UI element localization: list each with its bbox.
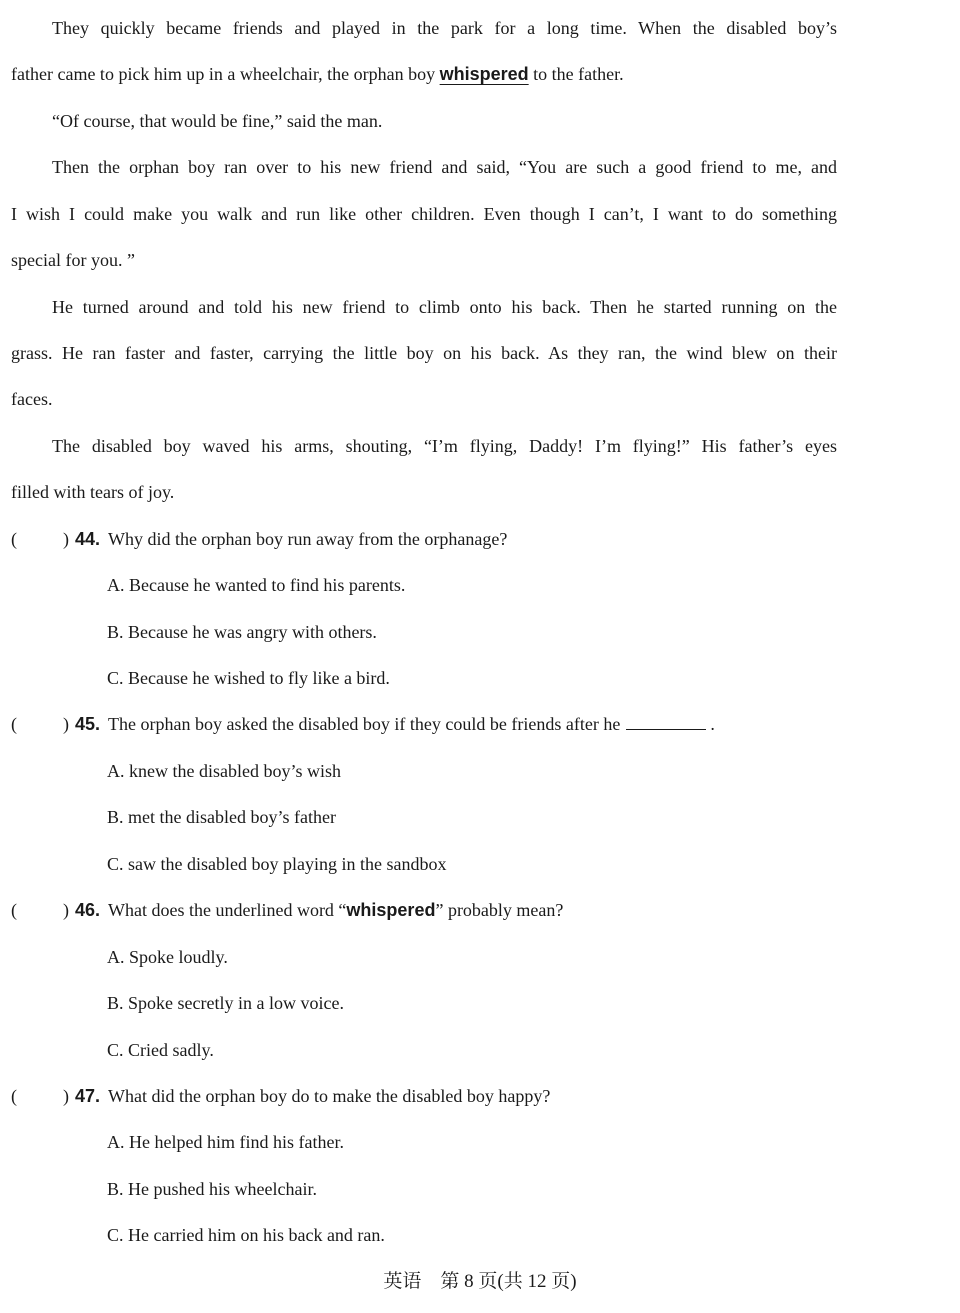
answer-blank	[626, 713, 706, 730]
answer-paren-open: (	[11, 529, 17, 549]
passage-line: He turned around and told his new friend to climb onto his back. Then he started running on the	[52, 297, 837, 317]
option-b: B. Because he was angry with others.	[107, 622, 377, 642]
passage-line	[11, 62, 624, 86]
passage-text: to the father.	[528, 64, 624, 84]
underlined-word: whispered	[439, 64, 529, 84]
answer-paren-open: (	[11, 1086, 17, 1106]
passage-text: father came to pick him up in a wheelchair, the orphan boy	[11, 64, 440, 84]
option-c: C. saw the disabled boy playing in the sandbox	[107, 854, 447, 874]
passage-line: I wish I could make you walk and run like other children. Even though I can’t, I want to do something	[11, 204, 837, 224]
question-text	[108, 712, 715, 736]
option-a: A. Because he wanted to find his parents.	[107, 575, 406, 595]
option-b: B. met the disabled boy’s father	[107, 807, 336, 827]
answer-paren-open: (	[11, 714, 17, 734]
passage-line: They quickly became friends and played in the park for a long time. When the disabled boy’s	[52, 18, 837, 38]
page-footer: 英语 第 8 页(共 12 页)	[383, 1271, 577, 1292]
option-c: C. Because he wished to fly like a bird.	[107, 668, 390, 688]
question-text-a: What does the underlined word “	[108, 900, 347, 920]
question-number: 46.	[75, 900, 101, 920]
question-text: What did the orphan boy do to make the disabled boy happy?	[108, 1086, 551, 1106]
answer-paren-open: (	[11, 900, 17, 920]
passage-line: special for you. ”	[11, 250, 135, 270]
passage-line: grass. He ran faster and faster, carrying the little boy on his back. As they ran, the wind blew on their	[11, 343, 837, 363]
passage-line: filled with tears of joy.	[11, 482, 175, 502]
option-a: A. knew the disabled boy’s wish	[107, 761, 341, 781]
question-number: 47.	[75, 1086, 101, 1106]
question-text-end: .	[710, 714, 715, 734]
option-c: C. Cried sadly.	[107, 1040, 214, 1060]
answer-paren-close: )	[63, 529, 69, 549]
question-text-b: ” probably mean?	[435, 900, 564, 920]
quoted-word: whispered	[346, 900, 436, 920]
question-number: 44.	[75, 529, 101, 549]
option-a: A. He helped him find his father.	[107, 1132, 344, 1152]
answer-paren-close: )	[63, 1086, 69, 1106]
passage-line: The disabled boy waved his arms, shouting, “I’m flying, Daddy! I’m flying!” His father’s eyes	[52, 436, 837, 456]
answer-paren-close: )	[63, 900, 69, 920]
question-text: Why did the orphan boy run away from the orphanage?	[108, 529, 508, 549]
option-b: B. He pushed his wheelchair.	[107, 1179, 317, 1199]
passage-line: faces.	[11, 389, 53, 409]
option-b: B. Spoke secretly in a low voice.	[107, 993, 344, 1013]
question-text	[108, 898, 563, 922]
option-c: C. He carried him on his back and ran.	[107, 1225, 385, 1245]
question-text-main: The orphan boy asked the disabled boy if they could be friends after he	[108, 714, 621, 734]
option-a: A. Spoke loudly.	[107, 947, 228, 967]
answer-paren-close: )	[63, 714, 69, 734]
passage-line: “Of course, that would be fine,” said the man.	[52, 111, 383, 131]
question-number: 45.	[75, 714, 101, 734]
passage-line: Then the orphan boy ran over to his new friend and said, “You are such a good friend to me, and	[52, 157, 837, 177]
